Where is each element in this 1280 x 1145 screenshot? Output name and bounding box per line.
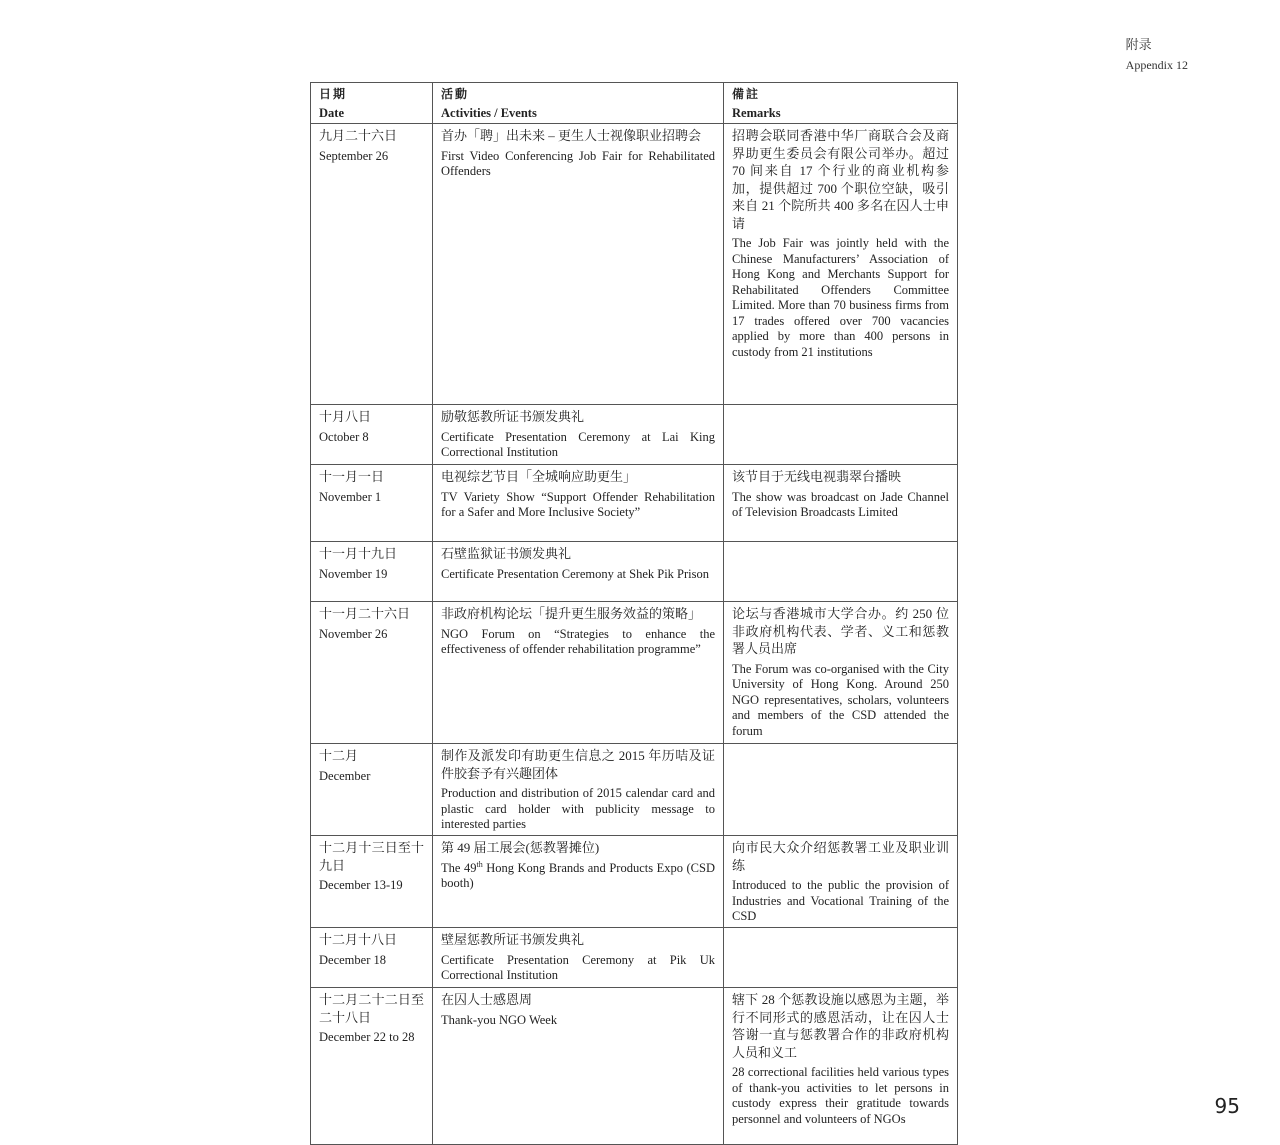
table-row — [311, 542, 958, 602]
remarks-cell: 向市民大众介绍惩教署工业及职业训练 Introduced to the public the provision of Industries and Vocational Training of the CSD — [724, 836, 958, 928]
activity-cell: 非政府机构论坛「提升更生服务效益的策略」 NGO Forum on “Strategies to enhance the effectiveness of offender rehabilitation programme” — [433, 602, 724, 744]
table-row — [311, 465, 958, 542]
remarks-cell — [724, 542, 958, 602]
activity-cell: 石壁监狱证书颁发典礼 Certificate Presentation Ceremony at Shek Pik Prison — [433, 542, 724, 602]
table-row — [311, 405, 958, 465]
table-row — [311, 836, 958, 928]
activity-cell: 首办「聘」出未来 – 更生人士视像职业招聘会 First Video Conferencing Job Fair for Rehabilitated Offenders — [433, 124, 724, 405]
table-row — [311, 744, 958, 836]
activity-cell: 制作及派发印有助更生信息之 2015 年历咭及证件胶套予有兴趣团体 Production and distribution of 2015 calendar card and plastic card holder with publicity message to interested parties — [433, 744, 724, 836]
date-cell: 十二月二十二日至二十八日 December 22 to 28 — [311, 988, 433, 1145]
page-number: 95 — [1214, 1094, 1240, 1118]
activity-cell: 电视综艺节目「全城响应助更生」 TV Variety Show “Support Offender Rehabilitation for a Safer and More Inclusive Society” — [433, 465, 724, 542]
remarks-column-header: 備註 Remarks — [724, 83, 958, 124]
table-row — [311, 124, 958, 405]
table-row — [311, 602, 958, 744]
table-row — [311, 988, 958, 1145]
header-chinese: 附录 — [1125, 37, 1152, 52]
date-cell: 十一月一日 November 1 — [311, 465, 433, 542]
date-cell: 十二月 December — [311, 744, 433, 836]
header-english: Appendix 12 — [1125, 57, 1188, 72]
activity-cell: 在囚人士感恩周 Thank-you NGO Week — [433, 988, 724, 1145]
date-cell: 十一月二十六日 November 26 — [311, 602, 433, 744]
date-column-header: 日期 Date — [311, 83, 433, 124]
remarks-cell — [724, 744, 958, 836]
date-cell: 十二月十三日至十九日 December 13-19 — [311, 836, 433, 928]
remarks-cell: 该节目于无线电视翡翠台播映 The show was broadcast on Jade Channel of Television Broadcasts Limited — [724, 465, 958, 542]
remarks-cell — [724, 928, 958, 988]
events-table — [310, 82, 958, 1145]
remarks-cell: 论坛与香港城市大学合办。约 250 位非政府机构代表、学者、义工和惩教署人员出席 The Forum was co-organised with the City University of Hong Kong. Around 250 NGO representatives, scholars, volunteers and members of the CSD attended the forum — [724, 602, 958, 744]
activity-cell: 第 49 届工展会(惩教署摊位) The 49th Hong Kong Brands and Products Expo (CSD booth) — [433, 836, 724, 928]
activity-cell: 励敬惩教所证书颁发典礼 Certificate Presentation Ceremony at Lai King Correctional Institution — [433, 405, 724, 465]
remarks-cell: 招聘会联同香港中华厂商联合会及商界助更生委员会有限公司举办。超过 70 间来自 17 个行业的商业机构参加，提供超过 700 个职位空缺，吸引来自 21 个院所共 400 多名在囚人士申请 The Job Fair was jointly held with the Chinese Manufacturers’ Association of Hong Kong and Merchants Support for Rehabilitated Offenders Committee Limited. More than 70 business firms from 17 trades offered over 700 vacancies applied by more than 400 persons in custody from 21 institutions — [724, 124, 958, 405]
date-cell: 十月八日 October 8 — [311, 405, 433, 465]
expo-title: The 49th Hong Kong Brands and Products Expo (CSD booth) — [441, 859, 715, 890]
remarks-cell: 辖下 28 个惩教设施以感恩为主题，举行不同形式的感恩活动，让在囚人士答谢一直与惩教署合作的非政府机构人员和义工 28 correctional facilities held various types of thank-you activities to let persons in custody express their gratitude towards personnel and volunteers of NGOs — [724, 988, 958, 1145]
date-cell: 十一月十九日 November 19 — [311, 542, 433, 602]
table-header-row — [311, 83, 958, 124]
page-header — [1126, 36, 1188, 73]
date-cell: 十二月十八日 December 18 — [311, 928, 433, 988]
table-row — [311, 928, 958, 988]
date-cell: 九月二十六日 September 26 — [311, 124, 433, 405]
activity-cell: 壁屋惩教所证书颁发典礼 Certificate Presentation Ceremony at Pik Uk Correctional Institution — [433, 928, 724, 988]
remarks-cell — [724, 405, 958, 465]
activity-column-header: 活動 Activities / Events — [433, 83, 724, 124]
